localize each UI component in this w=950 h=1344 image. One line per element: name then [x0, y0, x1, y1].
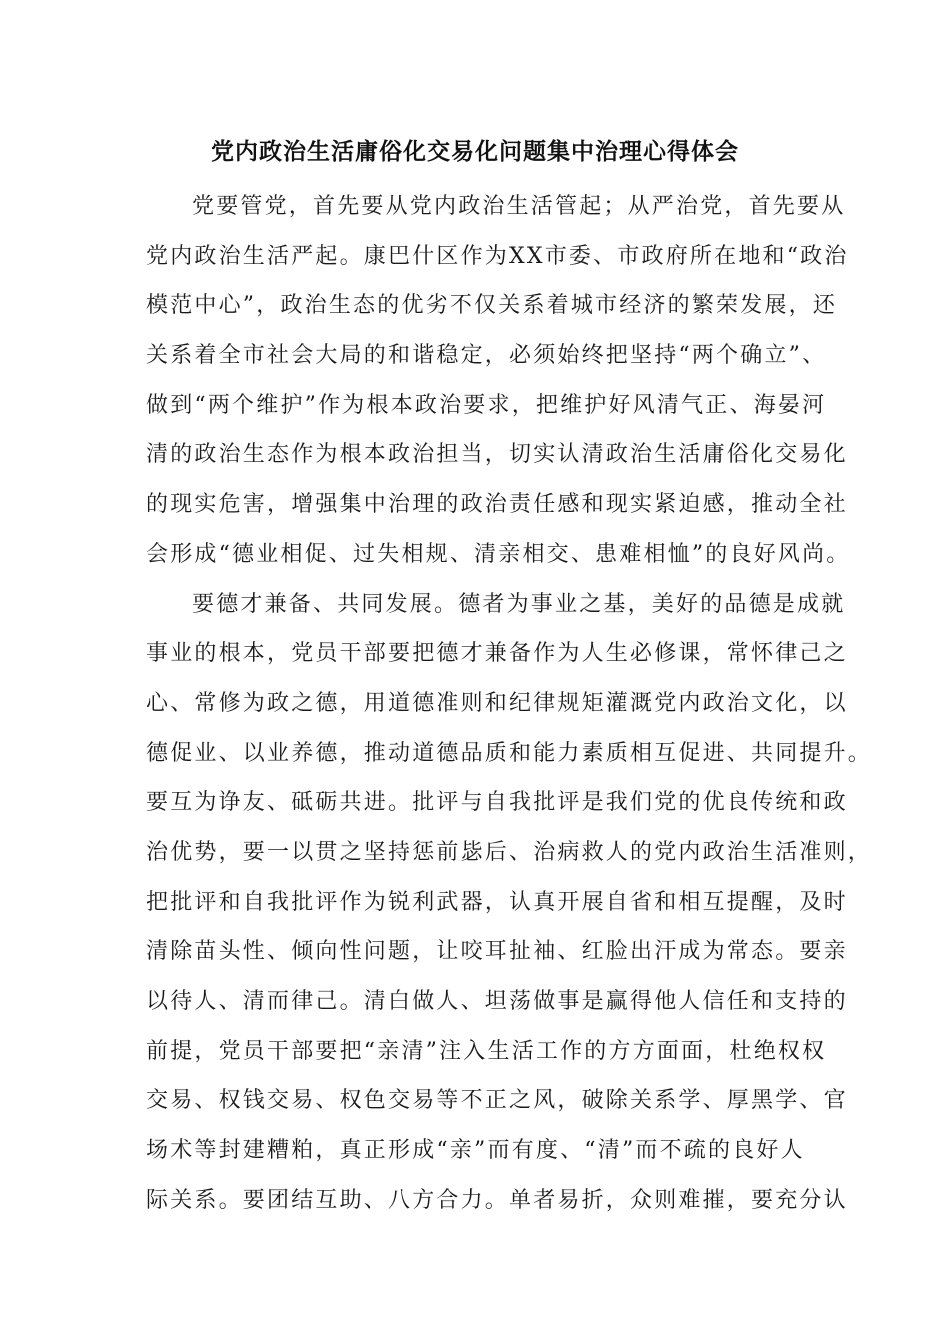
paragraph-2-line-2: 事业的根本，党员干部要把德才兼备作为人生必修课，常怀律己之	[146, 641, 848, 667]
paragraph-2-line-10: 前提，党员干部要把“亲清”注入生活工作的方方面面，杜绝权权	[146, 1038, 827, 1064]
paragraph-2-line-4: 德促业、以业养德，推动道德品质和能力素质相互促进、共同提升。	[146, 740, 873, 766]
paragraph-1-line-7: 的现实危害，增强集中治理的政治责任感和现实紧迫感，推动全社	[146, 492, 848, 518]
paragraph-1-line-3: 模范中心”，政治生态的优劣不仅关系着城市经济的繁荣发展，还	[146, 293, 838, 319]
paragraph-2-line-11: 交易、权钱交易、权色交易等不正之风，破除关系学、厚黑学、官	[146, 1088, 848, 1114]
paragraph-1-line-2: 党内政治生活严起。康巴什区作为XX市委、市政府所在地和“政治	[146, 243, 849, 269]
paragraph-2-line-9: 以待人、清而律己。清白做人、坦荡做事是赢得他人信任和支持的	[146, 989, 848, 1014]
paragraph-2-line-7: 把批评和自我批评作为锐利武器，认真开展自省和相互提醒，及时	[146, 889, 848, 915]
document-body	[146, 182, 873, 1225]
paragraph-2-line-8: 清除苗头性、倾向性问题，让咬耳扯袖、红脸出汗成为常态。要亲	[146, 939, 848, 965]
document-title: 党内政治生活庸俗化交易化问题集中治理心得体会	[211, 138, 739, 165]
paragraph-2-line-13: 际关系。要团结互助、八方合力。单者易折，众则难摧，要充分认	[146, 1187, 848, 1213]
paragraph-2-line-1: 要德才兼备、共同发展。德者为事业之基，美好的品德是成就	[192, 591, 846, 617]
paragraph-1-line-4: 关系着全市社会大局的和谐稳定，必须始终把坚持“两个确立”、	[146, 343, 827, 369]
paragraph-1-line-6: 清的政治生态作为根本政治担当，切实认清政治生活庸俗化交易化	[146, 442, 848, 468]
paragraph-2-line-3: 心、常修为政之德，用道德准则和纪律规矩灌溉党内政治文化，以	[146, 690, 848, 716]
paragraph-2-line-6: 治优势，要一以贯之坚持惩前毖后、治病救人的党内政治生活准则，	[146, 839, 873, 865]
paragraph-1-line-8: 会形成“德业相促、过失相规、清亲相交、患难相恤”的良好风尚。	[146, 541, 851, 567]
paragraph-1-line-1: 党要管党，首先要从党内政治生活管起；从严治党，首先要从	[192, 194, 846, 219]
paragraph-2-line-12: 场术等封建糟粕，真正形成“亲”而有度、“清”而不疏的良好人	[146, 1138, 805, 1164]
paragraph-2-line-5: 要互为诤友、砥砺共进。批评与自我批评是我们党的优良传统和政	[146, 790, 848, 816]
paragraph-1-line-5: 做到“两个维护”作为根本政治要求，把维护好风清气正、海晏河	[146, 392, 827, 418]
